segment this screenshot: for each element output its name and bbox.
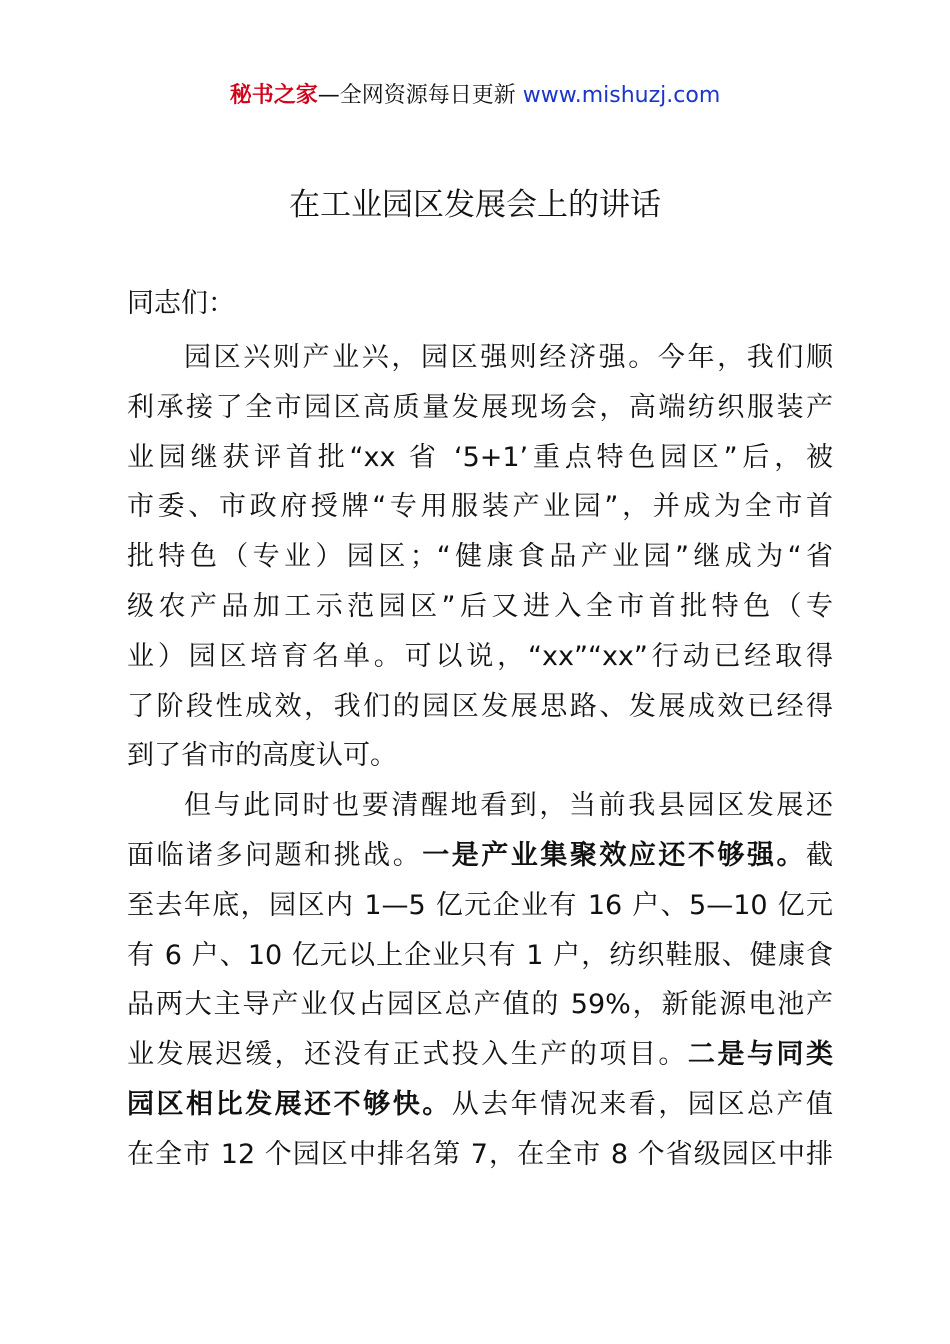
paragraph-line: 利承接了全市园区高质量发展现场会，高端纺织服装产: [127, 391, 833, 423]
paragraph-2: [127, 781, 833, 1179]
paragraph-line: 到了省市的高度认可。: [127, 740, 397, 772]
paragraph-line: 级农产品加工示范园区”后又进入全市首批特色（专: [127, 590, 833, 622]
paragraph-line: 在全市 12 个园区中排名第 7，在全市 8 个省级园区中排: [127, 1138, 833, 1170]
document-title: 在工业园区发展会上的讲话: [289, 187, 661, 223]
paragraph-line: 品两大主导产业仅占园区总产值的 59%，新能源电池产: [127, 989, 833, 1021]
paragraph-line: 但与此同时也要清醒地看到，当前我县园区发展还: [184, 790, 833, 822]
bold-heading-2-cont: 园区相比发展还不够快。: [127, 1088, 452, 1120]
text-run: 从去年情况来看，园区总产值: [451, 1088, 833, 1120]
paragraph-line: 批特色（专业）园区；“健康食品产业园”继成为“省: [127, 541, 833, 573]
site-url-link[interactable]: www.mishuzj.com: [522, 83, 721, 108]
text-run: 面临诸多问题和挑战。: [127, 839, 423, 871]
paragraph-line: [127, 1030, 833, 1080]
paragraph-line: 业园继获评首批“xx 省 ‘5+1’重点特色园区”后，被: [127, 441, 833, 473]
paragraph-line: 园区兴则产业兴，园区强则经济强。今年，我们顺: [184, 342, 833, 373]
paragraph-line: 了阶段性成效，我们的园区发展思路、发展成效已经得: [127, 690, 833, 722]
site-header: [0, 80, 950, 112]
site-slogan: —全网资源每日更新: [317, 83, 523, 108]
salutation: 同志们：: [127, 288, 235, 319]
site-brand: 秘书之家: [229, 83, 318, 108]
document-body: [127, 283, 833, 1180]
paragraph-line: 有 6 户、10 亿元以上企业只有 1 户，纺织鞋服、健康食: [127, 939, 833, 971]
paragraph-1: [127, 333, 833, 781]
bold-heading-1: 一是产业集聚效应还不够强。: [422, 839, 807, 871]
text-run: 截: [806, 839, 833, 871]
paragraph-line: 市委、市政府授牌“专用服装产业园”，并成为全市首: [127, 491, 833, 523]
paragraph-line: 至去年底，园区内 1—5 亿元企业有 16 户、5—10 亿元: [127, 889, 833, 921]
paragraph-line: [127, 1080, 833, 1130]
bold-heading-2: 二是与同类: [687, 1039, 833, 1071]
text-run: 业发展迟缓，还没有正式投入生产的项目。: [127, 1039, 688, 1071]
paragraph-line: [127, 831, 833, 881]
paragraph-line: 业）园区培育名单。可以说，“xx”“xx”行动已经取得: [127, 640, 833, 672]
